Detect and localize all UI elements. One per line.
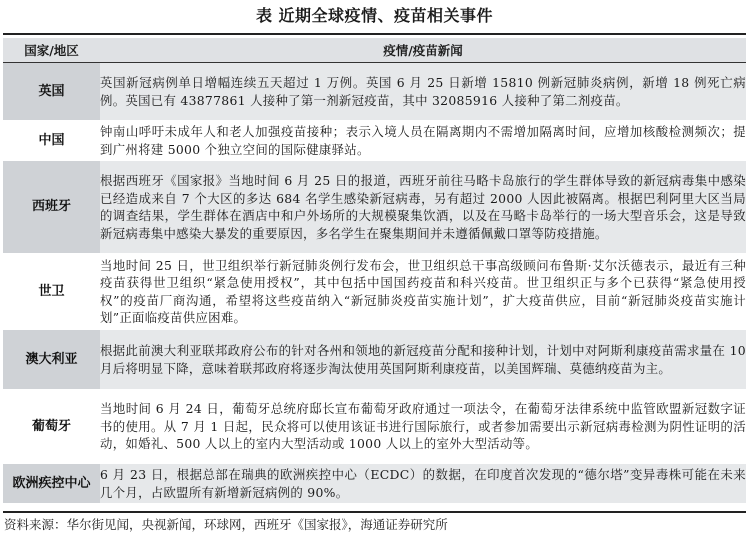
table-row xyxy=(3,330,746,390)
table-row xyxy=(3,63,746,121)
table-title: 表 近期全球疫情、疫苗相关事件 xyxy=(255,6,494,25)
title-rule xyxy=(3,33,746,35)
column-header-region: 国家/地区 xyxy=(3,38,100,63)
region-cell: 澳大利亚 xyxy=(3,330,100,390)
region-cell: 欧洲疾控中心 xyxy=(3,464,100,504)
region-cell: 世卫 xyxy=(3,254,100,330)
news-cell: 钟南山呼吁未成年人和老人加强疫苗接种；表示入境人员在隔离期内不需增加隔离时间，应增加核酸检测频次；提到广州将建 5000 个独立空间的国际健康驿站。 xyxy=(100,121,746,161)
region-cell: 英国 xyxy=(3,63,100,121)
region-cell: 中国 xyxy=(3,121,100,161)
news-cell: 当地时间 25 日，世卫组织举行新冠肺炎例行发布会，世卫组织总干事高级顾问布鲁斯·艾尔沃德表示，最近有三种疫苗获得世卫组织“紧急使用授权”，其中包括中国国药疫苗和科兴疫苗。世卫组织正与多个已获得“紧急使用授权”的疫苗厂商沟通，希望将这些疫苗纳入“新冠肺炎疫苗实施计划”，扩大疫苗供应，目前“新冠肺炎疫苗实施计划”正面临疫苗供应困难。 xyxy=(100,254,746,330)
table-row xyxy=(3,464,746,504)
region-cell: 葡萄牙 xyxy=(3,390,100,464)
news-cell: 根据此前澳大利亚联邦政府公布的针对各州和领地的新冠疫苗分配和接种计划，计划中对阿斯利康疫苗需求量在 10 月后将明显下降，意味着联邦政府将逐步淘汰使用英国阿斯利康疫苗，以美国辉瑞、莫德纳疫苗为主。 xyxy=(100,330,746,390)
table-bottom-rule xyxy=(3,511,746,513)
news-cell: 当地时间 6 月 24 日，葡萄牙总统府邸长宣布葡萄牙政府通过一项法令，在葡萄牙法律系统中监管欧盟新冠数字证书的使用。从 7 月 1 日起，民众将可以使用该证书进行国际旅行，或者参加需要出示新冠病毒检测为阴性证明的活动，如婚礼、500 人以上的室内大型活动或 1000 人以上的室外大型活动等。 xyxy=(100,390,746,464)
table-row xyxy=(3,390,746,464)
table-row xyxy=(3,161,746,254)
news-table xyxy=(3,38,746,504)
news-cell: 英国新冠病例单日增幅连续五天超过 1 万例。英国 6 月 25 日新增 15810 例新冠肺炎病例，新增 18 例死亡病例。英国已有 43877861 人接种了第一剂新冠疫苗，其中 32085916 人接种了第二剂疫苗。 xyxy=(100,63,746,121)
column-header-news: 疫情/疫苗新闻 xyxy=(100,38,746,63)
source-note: 资料来源：华尔街见闻，央视新闻，环球网，西班牙《国家报》，海通证券研究所 xyxy=(4,517,448,532)
region-cell: 西班牙 xyxy=(3,161,100,254)
table-row xyxy=(3,254,746,330)
table-row xyxy=(3,121,746,161)
news-cell: 6 月 23 日，根据总部在瑞典的欧洲疾控中心（ECDC）的数据，在印度首次发现的“德尔塔”变异毒株可能在未来几个月，占欧盟所有新增新冠病例的 90%。 xyxy=(100,464,746,504)
news-cell: 根据西班牙《国家报》当地时间 6 月 25 日的报道，西班牙前往马略卡岛旅行的学生群体导致的新冠病毒集中感染已经造成来自 7 个大区的多达 684 名学生感染新冠病毒，另有超过 2000 人因此被隔离。根据巴利阿里大区当局的调查结果，学生群体在酒店中和户外场所的大规模聚集饮酒，以及在马略卡岛举行的一场大型音乐会，这是导致新冠病毒集中感染大暴发的重要原因，多名学生在聚集期间并未遵循佩戴口罩等防疫措施。 xyxy=(100,161,746,254)
table-header-row xyxy=(3,38,746,63)
